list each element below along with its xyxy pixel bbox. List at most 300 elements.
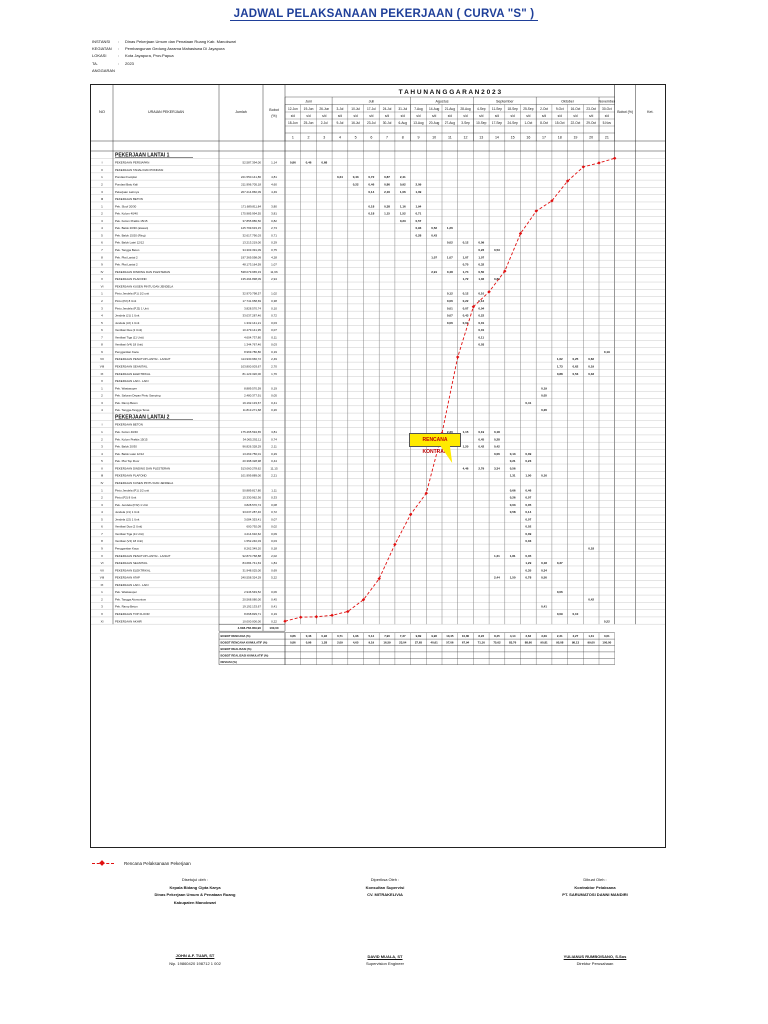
s-curve-marker (330, 614, 333, 617)
weekly-weight-cell: 0,62 (588, 357, 595, 362)
work-item-weight: 0,71 (271, 233, 277, 238)
schedule-table (90, 84, 666, 848)
row-number: 5 (101, 233, 103, 238)
row-number: 3 (101, 444, 103, 449)
work-item-weight: 3,81 (271, 430, 277, 435)
work-item-amount: 207.214.860,09 (240, 189, 261, 194)
row-number: 5 (101, 517, 103, 522)
work-item-label: PEKERJAAN DINDING DAN PLESTERAN (115, 466, 171, 471)
weekly-weight-cell: 2,41 (399, 175, 406, 180)
weekly-weight-cell: 0,22 (352, 182, 359, 187)
weekly-weight-cell: 2,91 (431, 269, 438, 274)
work-item-weight: 2,11 (271, 444, 277, 449)
weekly-weight-cell: 0,03 (525, 539, 532, 544)
work-item-label: PEKERJAAN DINDING DAN PLESTERAN (115, 269, 171, 274)
work-item-label: Penggantian Kaca (115, 349, 139, 354)
weekly-weight-cell: 0,72 (368, 175, 375, 180)
weekly-weight-cell: 1,94 (415, 204, 422, 209)
weekly-weight-cell: 1,29 (525, 561, 532, 566)
weekly-weight-cell: 0,03 (509, 502, 516, 507)
row-number: VI (100, 561, 104, 566)
row-number: 1 (101, 204, 103, 209)
week-start-date: 12-Jun (287, 107, 298, 111)
plan-weight: 9,89 (415, 634, 422, 639)
weekly-weight-cell: 0,68 (321, 160, 328, 165)
weekly-weight-cell: 0,35 (525, 553, 532, 558)
weekly-weight-cell: 0,03 (478, 342, 485, 347)
row-number: VII (100, 357, 104, 362)
weekly-weight-cell: 1,20 (462, 444, 469, 449)
work-item-amount: 50.889.817,80 (242, 488, 261, 493)
week-number: 21 (604, 135, 609, 140)
weekly-weight-cell: 0,37 (556, 561, 563, 566)
month-header: Agustus (435, 99, 449, 104)
week-end-date: 10-Sep (476, 121, 487, 125)
work-item-label: PEKERJAAN KUSEN PINTU DAN JENDELA (115, 284, 174, 289)
work-item-amount: 114.930.966,72 (241, 357, 261, 362)
s-curve-marker (597, 161, 600, 164)
plan-cumulative: 40,61 (430, 640, 438, 645)
row-number: 5 (101, 459, 103, 464)
work-item-weight: 0,45 (271, 597, 277, 602)
work-item-label: Ventilasi Tiga (11 Unit) (115, 531, 144, 536)
weekly-weight-cell: 0,14 (525, 510, 532, 515)
plan-weight: 0,71 (337, 634, 343, 639)
work-item-amount: 20.398.328,98 (242, 459, 261, 464)
section-heading: PEKERJAAN LANTAI 2 (115, 414, 170, 421)
weekly-weight-cell: 0,07 (525, 517, 532, 522)
weekly-weight-cell: 0,22 (478, 248, 485, 253)
work-item-weight: 4,81 (271, 175, 277, 180)
plan-weight: 1,31 (588, 634, 594, 639)
row-number: 2 (101, 182, 103, 187)
weekly-weight-cell: 1,00 (525, 473, 532, 478)
weekly-weight-cell: 0,46 (305, 160, 312, 165)
summary-label: BOBOT REALISASI (%) (220, 647, 252, 651)
row-number: 4 (101, 510, 103, 515)
week-number: 6 (370, 135, 373, 140)
work-item-weight: 0,19 (271, 386, 277, 391)
weekly-weight-cell: 0,43 (352, 175, 359, 180)
week-sep: s/d (557, 114, 562, 118)
row-number: V (100, 277, 104, 282)
meta-row-lokasi: LOKASI : Kota Jayapura, Prov.Papua (92, 53, 174, 59)
weekly-weight-cell: 1,15 (462, 430, 469, 435)
weekly-weight-cell: 1,07 (462, 255, 469, 260)
work-item-weight: 3,80 (271, 204, 277, 209)
weekly-weight-cell: 0,06 (556, 590, 563, 595)
row-number: 3 (101, 218, 103, 223)
month-header: Juli (368, 99, 375, 104)
week-number: 9 (417, 135, 420, 140)
week-number: 3 (323, 135, 326, 140)
work-item-label: Pek. Plat Lantai 2 (115, 255, 138, 260)
month-header: September (496, 99, 514, 104)
week-number: 14 (494, 135, 499, 140)
row-number: 2 (101, 393, 103, 398)
week-number: 2 (307, 135, 310, 140)
work-item-label: Pintu Jendela (P1) 1/2 unit (115, 291, 150, 296)
weekly-weight-cell: 0,71 (415, 211, 422, 216)
weekly-weight-cell: 0,32 (478, 262, 485, 267)
summary-label: DEVIASI (%) (220, 659, 237, 664)
summary-label: BOBOT REALISASI KUMULATIF (%) (220, 653, 269, 658)
weekly-weight-cell: 3,34 (494, 466, 500, 471)
plan-cumulative: 57,06 (446, 640, 454, 645)
weekly-weight-cell: 0,09 (556, 612, 563, 617)
weekly-weight-cell: 0,43 (431, 233, 438, 238)
work-item-weight: 0,03 (271, 539, 277, 544)
weekly-weight-cell: 0,66 (509, 488, 516, 493)
row-number: 8 (101, 539, 103, 544)
summary-label: BOBOT RENCANA (%) (220, 634, 251, 639)
weekly-weight-cell: 1,09 (415, 189, 422, 194)
work-item-label: Pek. Ramp Beton (115, 604, 138, 609)
week-start-date: 24-Jul (382, 107, 392, 111)
work-item-weight: 2,70 (271, 364, 277, 369)
work-item-amount: 17.741.658,69 (242, 298, 261, 303)
plan-cumulative: 99,00 (587, 640, 595, 645)
work-item-weight: 0,18 (271, 546, 277, 551)
plan-cumulative: 23,04 (399, 640, 407, 645)
work-item-weight: 0,19 (271, 612, 277, 617)
plan-cumulative: 67,94 (461, 640, 470, 645)
work-item-label: PEKERJAAN ELEKTRIKAL (115, 371, 151, 376)
work-item-label: Pek. Balok Latei 12/12 (115, 451, 144, 456)
row-number: IV (100, 269, 104, 274)
row-number: 8 (101, 342, 103, 347)
work-item-label: PEKERJAAN KUSEN PINTU DAN JENDELA (115, 480, 174, 485)
plan-weight: 7,37 (399, 634, 406, 639)
plan-weight: 8,22 (478, 634, 485, 639)
work-item-amount: 52.587.394,00 (242, 160, 261, 165)
header-ket: Ket. (647, 110, 654, 114)
weekly-weight-cell: 1,07 (446, 255, 453, 260)
work-item-weight: 11,66 (270, 269, 278, 274)
work-item-amount: 13.213.219,00 (242, 240, 261, 245)
work-item-amount: 171.689.811,84 (241, 204, 261, 209)
weekly-weight-cell: 1,07 (478, 255, 485, 260)
work-item-weight: 2,94 (271, 277, 277, 282)
work-item-label: Pek. Plat Lantai 2 (115, 262, 138, 267)
weekly-weight-cell: 0,16 (541, 473, 547, 478)
plan-cumulative: 0,96 (305, 640, 312, 645)
weekly-weight-cell: 0,09 (525, 531, 532, 536)
row-number: 1 (101, 430, 103, 435)
row-number: V (100, 553, 104, 558)
work-item-amount: 600.792,09 (246, 524, 261, 529)
work-item-label: Pek. Wastasuper (115, 590, 137, 595)
work-item-amount: 92.870.768,88 (242, 553, 261, 558)
week-number: 18 (557, 135, 562, 140)
weekly-weight-cell: 0,52 (431, 226, 438, 231)
weekly-weight-cell: 0,86 (289, 160, 296, 165)
week-start-date: 31-Jul (398, 107, 408, 111)
work-item-label: Pek. Kolom Praktis 15/15 (115, 437, 148, 442)
weekly-weight-cell: 0,02 (462, 320, 469, 325)
week-sep: s/d (416, 114, 421, 118)
weekly-weight-cell: 0,28 (415, 233, 422, 238)
row-number: 9 (101, 349, 103, 354)
work-item-amount: 32.617.790,03 (242, 233, 261, 238)
week-end-date: 13-Aug (413, 121, 424, 125)
week-end-date: 25-Jun (303, 121, 314, 125)
work-item-weight: 0,06 (271, 590, 277, 595)
week-number: 7 (386, 135, 389, 140)
month-header: November (598, 99, 616, 104)
s-curve-marker (582, 165, 585, 168)
work-item-amount: 84.684.741,63 (242, 561, 261, 566)
row-number: IX (100, 582, 104, 587)
row-number: 3 (101, 189, 103, 194)
weekly-weight-cell: 0,50 (478, 269, 485, 274)
week-sep: s/d (479, 114, 484, 118)
work-item-amount: 103.800.003,67 (240, 364, 261, 369)
row-number: III (100, 197, 104, 202)
week-start-date: 19-Jun (303, 107, 314, 111)
weekly-weight-cell: 0,02 (525, 524, 532, 529)
total-weight: 100,00 (269, 626, 279, 631)
s-curve-marker (315, 615, 318, 618)
row-number: I (101, 422, 103, 427)
work-item-weight: 0,29 (271, 240, 277, 245)
work-item-weight: 0,07 (271, 517, 277, 522)
row-number: X (100, 612, 104, 617)
plan-weight: 2,31 (556, 634, 563, 639)
legend: Rencana Pelaksanaan Pekerjaan (92, 859, 191, 867)
s-curve-marker (613, 157, 616, 160)
row-number: XI (100, 619, 104, 624)
row-number: 8 (101, 255, 103, 260)
week-sep: s/d (306, 114, 311, 118)
weekly-weight-cell: 1,21 (494, 553, 500, 558)
row-number: 5 (101, 320, 103, 325)
weekly-weight-cell: 1,72 (462, 277, 469, 282)
week-end-date: 22-Oct (570, 121, 581, 125)
weekly-weight-cell: 2,44 (494, 575, 500, 580)
weekly-weight-cell: 2,09 (415, 182, 422, 187)
plan-cumulative: 75,62 (493, 640, 501, 645)
weekly-weight-cell: 0,45 (478, 437, 485, 442)
work-item-weight: 0,26 (271, 408, 277, 413)
weekly-weight-cell: 0,13 (509, 451, 516, 456)
weekly-weight-cell: 2,16 (384, 189, 390, 194)
work-item-label: Pek. Balok Latei 12/12 (115, 240, 144, 245)
work-item-label: PEKERJAAN BETON (115, 197, 143, 202)
work-item-label: PEKERJAAN PERSIAPAN (115, 160, 150, 165)
week-end-date: 5-Nov (602, 121, 612, 125)
work-item-amount: 2.480.377,91 (244, 393, 261, 398)
week-number: 19 (573, 135, 578, 140)
work-item-weight: 0,11 (271, 335, 277, 340)
weekly-weight-cell: 0,22 (462, 298, 469, 303)
work-item-weight: 5,22 (271, 575, 277, 580)
work-item-weight: 0,74 (271, 437, 277, 442)
header-bobot: Bobot (269, 108, 279, 112)
work-item-weight: 0,03 (271, 342, 277, 347)
row-number: 2 (101, 298, 103, 303)
week-number: 11 (447, 135, 452, 140)
plan-weight: 8,45 (494, 634, 500, 639)
week-end-date: 8-Oct (540, 121, 548, 125)
row-number: 9 (101, 546, 103, 551)
weekly-weight-cell: 0,06 (446, 298, 453, 303)
week-start-date: 2-Oct (540, 107, 548, 111)
work-item-amount: 10.000.000,00 (242, 619, 261, 624)
work-item-amount: 125.799.633,15 (240, 226, 261, 231)
work-item-amount: 240.558.324,29 (240, 575, 261, 580)
header-uraian: URAIAN PEKERJAAN (148, 110, 184, 114)
plan-cumulative: 100,00 (602, 640, 612, 645)
week-start-date: 7-Aug (414, 107, 423, 111)
work-item-label: PEKERJAAN ELEKTRIKAL (115, 568, 151, 573)
weekly-weight-cell: 0,18 (588, 546, 595, 551)
week-sep: s/d (447, 114, 452, 118)
header-jumlah: Jumlah (235, 110, 247, 114)
row-number: II (101, 466, 103, 471)
row-number: VII (100, 568, 104, 573)
weekly-weight-cell: 1,74 (462, 269, 469, 274)
work-item-label: Ventilasi (V4) 18 Unit) (115, 539, 143, 544)
plan-weight: 10,45 (446, 634, 454, 639)
weekly-weight-cell: 0,88 (556, 371, 563, 376)
plan-weight: 7,90 (384, 634, 390, 639)
weekly-weight-cell: 0,18 (368, 211, 375, 216)
plan-cumulative: 9,19 (368, 640, 375, 645)
work-item-amount: 20.568.080,00 (242, 597, 261, 602)
work-item-weight: 0,33 (271, 495, 277, 500)
weekly-weight-cell: 0,01 (446, 306, 453, 311)
work-item-label: PEKERJAAN AKHIR (115, 619, 142, 624)
work-item-label: Pek. Kolom Praktis 15/15 (115, 218, 148, 223)
work-item-label: PEKERJAAN BETON (115, 422, 143, 427)
plan-cumulative: 83,76 (509, 640, 517, 645)
work-item-weight: 0,41 (271, 604, 277, 609)
week-number: 13 (479, 135, 484, 140)
week-end-date: 1-Oct (524, 121, 533, 125)
work-item-label: PEKERJAAN SEANITAIL (115, 364, 148, 369)
weekly-weight-cell: 0,50 (541, 575, 547, 580)
weekly-weight-cell: 0,92 (399, 182, 406, 187)
weekly-weight-cell: 0,12 (462, 240, 469, 245)
row-number: 4 (101, 451, 103, 456)
plan-weight: 0,61 (604, 634, 610, 639)
weekly-weight-cell: 0,41 (541, 604, 547, 609)
weekly-weight-cell: 0,26 (509, 495, 516, 500)
total-amount: 4.608.758.359,90 (237, 626, 261, 631)
weekly-weight-cell: 0,09 (478, 240, 485, 245)
weekly-weight-cell: 2,79 (478, 466, 485, 471)
weekly-weight-cell: 0,07 (446, 313, 453, 318)
weekly-weight-cell: 0,23 (525, 459, 532, 464)
weekly-weight-cell: 0,09 (525, 451, 532, 456)
weekly-weight-cell: 0,22 (603, 619, 610, 624)
week-number: 16 (526, 135, 531, 140)
weekly-weight-cell: 0,53 (494, 248, 500, 253)
work-item-weight: 1,84 (271, 561, 277, 566)
weekly-weight-cell: 1,81 (509, 553, 516, 558)
work-item-label: Jendela (J1) 1 Unit (115, 313, 140, 318)
row-number: I (101, 160, 103, 165)
work-item-weight: 2,49 (271, 357, 277, 362)
plan-weight: 2,63 (525, 634, 532, 639)
signature-contractor: Dibuat Oleh : Kontraktor Pelaksana PT. SARUMATOSI DANNI MANDIRI YULIANUS RUMBOISANO, S.Sos Direktur Perusahaan (562, 877, 628, 966)
week-sep: s/d (463, 114, 468, 118)
weekly-weight-cell: 0,41 (525, 400, 532, 405)
work-item-weight: 0,75 (271, 248, 277, 253)
work-item-label: Pondasi Batu Kali (115, 182, 138, 187)
week-sep: s/d (400, 114, 405, 118)
work-item-label: PEKERJAAN TOP FLOOR (115, 612, 150, 617)
week-end-date: 18-Jun (287, 121, 298, 125)
work-item-weight: 1,76 (271, 371, 277, 376)
weekly-weight-cell: 1,62 (556, 357, 563, 362)
work-item-amount: 101.999.889,00 (240, 473, 261, 478)
row-number: 2 (101, 495, 103, 500)
weekly-weight-cell: 0,48 (446, 269, 453, 274)
week-start-date: 26-Jun (319, 107, 330, 111)
weekly-weight-cell: 0,07 (462, 306, 469, 311)
week-number: 15 (510, 135, 515, 140)
plan-weight: 3,29 (541, 634, 547, 639)
row-number: 2 (101, 437, 103, 442)
week-sep: s/d (369, 114, 374, 118)
work-item-label: Ventilasi Dua (2 Unit) (115, 524, 143, 529)
row-number: 4 (101, 408, 103, 413)
plan-cumulative: 98,13 (571, 640, 580, 645)
row-number: 3 (101, 306, 103, 311)
weekly-weight-cell: 0,21 (509, 459, 516, 464)
header-no: NO (99, 109, 105, 114)
work-item-label: PEKERJAAN PLAFOND (115, 473, 147, 478)
weekly-weight-cell: 0,46 (368, 182, 375, 187)
plan-weight: 10,80 (461, 634, 470, 639)
row-number: 9 (101, 262, 103, 267)
weekly-weight-cell: 0,19 (603, 349, 610, 354)
row-number: VIII (99, 575, 105, 580)
week-end-date: 23-Jul (367, 121, 376, 125)
plan-weight: 2,27 (572, 634, 579, 639)
week-sep: s/d (510, 114, 515, 118)
work-item-label: Ventilasi Dua (2 Unit) (115, 328, 143, 333)
weekly-weight-cell: 0,01 (478, 328, 485, 333)
week-sep: s/d (494, 114, 500, 118)
week-end-date: 20-Aug (429, 121, 440, 125)
weekly-weight-cell: 1,02 (478, 277, 485, 282)
summary-label: BOBOT RENCANA KUMULATIF (%) (220, 640, 268, 645)
signature-consultant: Diperiksa Oleh : Konsultan Supervisi CV. MITRAKELIVIA DAVID MUALA, ST Supervision Engineer (365, 877, 405, 966)
work-item-amount: 513.060.278,62 (240, 466, 261, 471)
weekly-weight-cell: 0,01 (478, 320, 485, 325)
week-sep: s/d (589, 114, 594, 118)
week-start-date: 16-Oct (570, 107, 581, 111)
row-number: 7 (101, 248, 103, 253)
weekly-weight-cell: 0,56 (509, 466, 516, 471)
row-number: VI (100, 284, 104, 289)
row-number: X (100, 379, 104, 384)
week-start-date: 11-Sep (491, 107, 502, 111)
work-item-amount: 11.813.271,68 (242, 408, 261, 413)
plan-cumulative: 95,08 (556, 640, 564, 645)
week-start-date: 3-Jul (336, 107, 344, 111)
plan-weight: 0,92 (321, 634, 328, 639)
work-item-amount: 2.946.549,52 (244, 590, 261, 595)
work-item-weight: 3,81 (271, 211, 277, 216)
work-item-weight: 4,49 (271, 189, 277, 194)
row-number: 6 (101, 240, 103, 245)
row-number: 3 (101, 502, 103, 507)
work-item-label: PEKERJAAN PLAFOND (115, 277, 147, 282)
